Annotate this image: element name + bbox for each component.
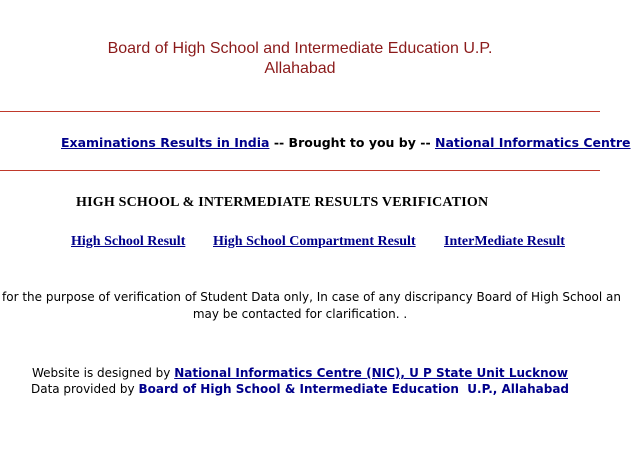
footer-designed-by	[0, 366, 600, 380]
board-name-bold: Board of High School & Intermediate Education U.P., Allahabad	[138, 382, 570, 396]
footer-data-provided	[0, 382, 600, 396]
footer-designed-prefix: Website is designed by	[31, 366, 175, 380]
bottom-divider	[0, 170, 600, 171]
banner-line	[61, 135, 631, 150]
top-divider	[0, 111, 600, 112]
page-title: HIGH SCHOOL & INTERMEDIATE RESULTS VERIFICATION	[76, 195, 489, 210]
banner-separator-text: -- Brought to you by --	[269, 135, 435, 150]
high-school-result-link[interactable]: High School Result	[71, 234, 186, 249]
nic-lucknow-link[interactable]: National Informatics Centre (NIC), U P State Unit Lucknow	[174, 366, 569, 380]
nic-link[interactable]: National Informatics Centre	[434, 135, 631, 150]
high-school-compartment-result-link[interactable]: High School Compartment Result	[213, 234, 416, 249]
examinations-results-link[interactable]: Examinations Results in India	[61, 135, 270, 150]
board-title: Board of High School and Intermediate Education U.P.	[107, 40, 493, 57]
verification-note-line2: may be contacted for clarification. .	[192, 307, 408, 321]
footer-data-prefix: Data provided by	[30, 382, 139, 396]
verification-note-line1: for the purpose of verification of Student Data only, In case of any discripancy Board of High School an	[2, 290, 621, 304]
board-location: Allahabad	[264, 60, 336, 77]
intermediate-result-link[interactable]: InterMediate Result	[444, 234, 565, 249]
